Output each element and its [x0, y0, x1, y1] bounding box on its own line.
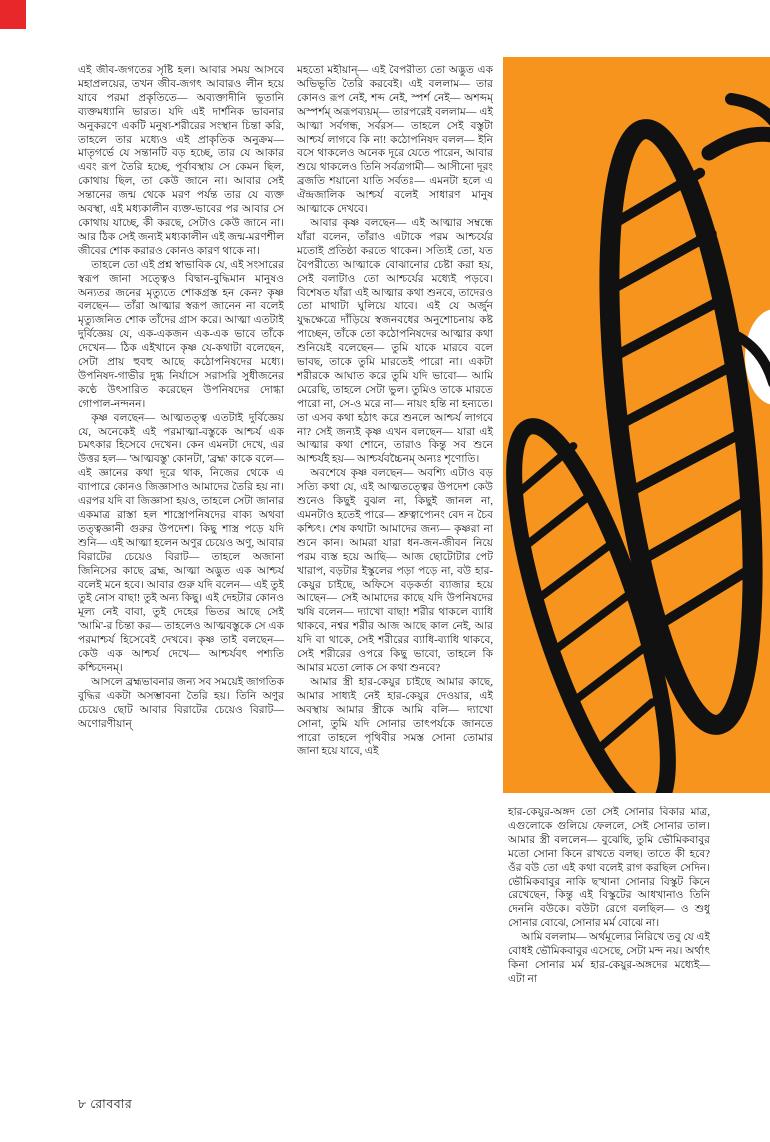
text-column-middle: [297, 64, 493, 1076]
paragraph: কৃষ্ণ বলছেন— আত্মতত্ত্ব এতটাই দুর্বিজ্ঞেয় যে, অনেকেই এই পরমাত্মা-বস্তুকে আশ্চর্য এক চমৎকার হিসেবে দেখেন। কেন এমনটা দেখে, এর উত্তর হল— 'আত্মবস্তু' কোনটা, 'ব্রহ্ম' কাকে বলে— এই জ্ঞানের কথা দূরে থাক, নিজের থেকে এ ব্যাপারে কোনও জিজ্ঞাসাও আমাদের তৈরি হয় না। এরপর যদি বা জিজ্ঞাসা হয়ও, তাহলে সেটা জানার একমাত্র রাস্তা হল শাস্ত্রোপনিষদের বাক্য অথবা তত্ত্বজ্ঞানী গুরুর উপদেশ। কিছু শাস্ত্র পড়ে যদি শুনি— এই আত্মা হলেন অণুর চেয়েও অণু, আবার বিরাটের চেয়েও বিরাট— তাহলে অজানা জিনিসের কাছে ব্রহ্ম, আত্মা অদ্ভুত এক আশ্চর্য বলেই মনে হবে। আবার গুরু যদি বলেন— এই তুই তুই নোস বাছা! তুই অন্য কিছু। এই দেহটার কোনও মূল্য নেই বাবা, তুই দেহের ভিতর আছে সেই 'আমি'-র চিন্তা কর— তাহলেও আত্মবস্তুকে সে এক পরমাশ্চর্য হিসেবেই দেখবে। কৃষ্ণ তাই বলছেন— কেউ এক আশ্চর্য দেখে— আশ্চর্যবৎ পশ্যতি কশ্চিদেনম্‌।: [78, 412, 284, 674]
paragraph: মহতো মহীয়ান্‌— এই বৈপরীত্য তো অদ্ভুত এক অভিভূতি তৈরি করবেই। এই বললাম— তার কোনও রূপ নেই, শব্দ নেই, স্পর্শ নেই— অশব্দম্ অস্পর্শম্ অরূপব্যয়ম্— তারপরেই বললাম— এই আত্মা সর্বগন্ধ, সর্বরস— তাহলে সেই বস্তুটা আশ্চর্য লাগবে কি না! কঠোপনিষদ বলল— ইনি বসে থাকলেও অনেক দূরে যেতে পারেন, আবার শুয়ে থাকলেও তিনি সর্বত্রগামী— আসীনো দূরং ব্রজতি শয়ানো যাতি সর্বতঃ— এমনটা হলে এ ঐন্দ্রজালিক আশ্চর্য বলেই সাধারণ মানুষ আত্মাকে দেখবে।: [297, 65, 493, 216]
paragraph: আসলে ব্রহ্মভাবনার জন্য সব সময়েই জাগতিক বুদ্ধির একটা অসম্ভাবনা তৈরি হয়। তিনি অণুর চেয়েও ছোট আবার বিরাটের চেয়েও বিরাট— অণোরণীয়ান্‌: [78, 676, 284, 730]
paragraph: হার-কেয়ুর-অঙ্গদ তো সেই সোনার বিকার মাত্র, এগুলোকে গুলিয়ে ফেললে, সেই সোনার তাল। আমার স্ত্রী বললেন— বুঝেছি, তুমি ভৌমিকবাবুর মতো সোনা কিনে রাখতে বলছ। তাতে কী হবে? ওঁর বউ তো এই কথা বলেই রাগ করছিল সেদিন। ভৌমিকবাবুর নাকি ছ'খানা সোনার বিস্কুট কিনে রেখেছেন, কিন্তু এই বিস্কুটের আধখানাও তিনি দেননি বউকে। বউটা রেগে বলছিল— ও শুধু সোনার বোঝে, সোনার মর্ম বোঝে না।: [508, 807, 710, 930]
ink-brush-leaves-illustration: [503, 57, 770, 793]
page-number-footer: ৮ রোববার: [78, 1097, 133, 1111]
paragraph: আবার কৃষ্ণ বলছেন— এই আত্মার সম্বন্ধে যাঁরা বলেন, তাঁরাও এটাকে পরম আশ্চর্যের মতোই প্রতিষ্ঠা করতে থাকেন। সত্যিই তো, যত বৈপরীত্যে আত্মাকে বোঝানোর চেষ্টা করা হয়, সেই বলাটাও তো আশ্চর্যের মধ্যেই পড়বে। বিশেষত যাঁরা এই আত্মার কথা শুনবে, তাদেরও তো মাথাটা ঘুলিয়ে যাবে। এই যে অর্জুন যুদ্ধক্ষেত্রে দাঁড়িয়ে স্বজনবধের অনুশোচনায় কষ্ট পাচ্ছেন, তাঁকে তো কঠোপনিষদের আত্মার কথা শুনিয়েই বলেছেন— তুমি যাকে মারবে বলে ভাবছ, তাকে তুমি মারতেই পারো না। একটা শরীরকে আঘাত করে তুমি যদি ভাবো— আমি মেরেছি, তাহলে সেটা ভুল। তুমিও তাকে মারতে পারো না, সে-ও মরে না— নায়ং হন্তি না হন্যতে। তা এসব কথা হঠাৎ করে শুনলে আশ্চর্য লাগবে না? সেই জন্যই কৃষ্ণ এখন বলছেন— যারা এই আত্মার কথা শোনে, তারাও কিন্তু সব শুনে আশ্চর্যই হয়— আশ্চর্যবচ্চৈনম্ অন্যঃ শৃণোতি।: [297, 217, 493, 466]
ink-leaves-svg: [503, 57, 770, 793]
paragraph: আমি বললাম— অর্থমূল্যের নিরিখে তবু যে এই বোধই ভৌমিকবাবুর এসেছে, সেটা মন্দ নয়। অর্থাৎ কিনা সোনার মর্ম হার-কেয়ুর-অঙ্গদের মধ্যেই— এটা না: [508, 932, 710, 985]
paragraph: অবশেষে কৃষ্ণ বলছেন— অবশ্যি এটাও বড় সত্যি কথা যে, এই আত্মতত্ত্বের উপদেশ কেউ শুনেও কিছুই বুঝল না, কিছুই জানল না, এমনটাও হতেই পারে— শ্রুত্বাপ্যেনং বেদ ন চৈব কশ্চিৎ। শেষ কথাটা আমাদের জন্য— কৃষ্ণরা না শুনে কান। আমরা যারা ধন-জন-জীবন নিয়ে পরম ব্যস্ত হয়ে আছি— আজ ছোটোটার পেট খারাপ, বড়টার ইস্কুলের পড়া পড়ে না, বউ হার-কেয়ুর চাইছে, অফিসে বড়কর্তা ব্যাজার হয়ে আছেন— সেই আমাদের কাছে যদি উপনিষদের ঋষি বলেন— দ্যাখো বাছা! শরীর থাকলে ব্যাধি থাকবে, নশ্বর শরীর আজ আছে কাল নেই, আর যদি বা থাকে, সেই শরীরের ব্যাধি-ব্যাধি থাকবে, সেই শরীরের ওপরে কিছু ভাবো, তাহলে কি আমার মতো লোক সে কথা শুনবে?: [297, 468, 493, 674]
corner-mark: [0, 0, 26, 29]
paragraph: এই জীব-জগতের সৃষ্টি হল। আবার সময় আসবে মহাপ্রলয়ের, তখন জীব-জগৎ আবারও লীন হয়ে যাবে পরমা প্রকৃতিতে— অব্যক্তাদীনি ভূতানি ব্যক্তমধ্যানি ভারত। যদি এই দার্শনিক ভাবনার অনুকরণে একটি মনুষ্য-শরীরের সংস্থান চিন্তা করি, তাহলে তার মধ্যেও এই প্রাকৃতিক অনুক্রম— মাতৃগর্ভে যে সন্তানটি বড় হচ্ছে, তার যে আকার এবং রূপ তৈরি হচ্ছে, পূর্বাবস্থায় সে কেমন ছিল, কোথায় ছিল, তা কেউ জানে না। আবার সেই সন্তানের জন্ম থেকে মরণ পর্যন্ত তার যে ব্যক্ত অবস্থা, এই মধ্যকালীন ব্যক্ত-ভাবের পর আবার সে কোথায় যাচ্ছে, কী করছে, সেটাও কেউ জানে না। আর ঠিক সেই জন্যই মধ্যকালীন এই জন্ম-মরণশীল জীবের শোক করারও কোনও কারণ থাকে না।: [78, 65, 284, 257]
text-column-left: [78, 64, 284, 1076]
paragraph: আমার স্ত্রী হার-কেয়ুর চাইছে আমার কাছে, আমার সাধ্যই নেই হার-কেয়ুর দেওয়ার, এই অবস্থায় আমার স্ত্রীকে আমি বলি— দ্যাখো সোনা, তুমি যদি সোনার তাৎপর্যকে জানতে পারো তাহলে পৃথিবীর সমস্ত সোনা তোমার জানা হয়ে যাবে, এই: [297, 676, 493, 758]
text-column-right: [508, 806, 710, 1098]
paragraph: তাহলে তো এই প্রশ্ন স্বাভাবিক যে, এই সংসারের স্বরূপ জানা সত্ত্বেও বিদ্বান-বুদ্ধিমান মানুষও অন্যতর জনের মৃত্যুতে শোকগ্রস্ত হন কেন? কৃষ্ণ বলছেন— তাঁরা আত্মার স্বরূপ জানেন না বলেই মৃত্যুজনিত শোক তাঁদের গ্রাস করে। আত্মা এতটাই দুর্বিজ্ঞেয় যে, এক-একজন এক-এক ভাবে তাঁকে দেখেন— ঠিক এইখানে কৃষ্ণ যে-কথাটা বলেছেন, সেটা প্রায় হুবহু আছে কঠোপনিষদের মধ্যে। উপনিষদ-গাভীর দুগ্ধ নির্যাসে সরাসরি সুধীজনের কণ্ঠে উৎসারিত করেছেন উপনিষদের দোগ্ধা গোপাল-নন্দনন।: [78, 259, 284, 410]
